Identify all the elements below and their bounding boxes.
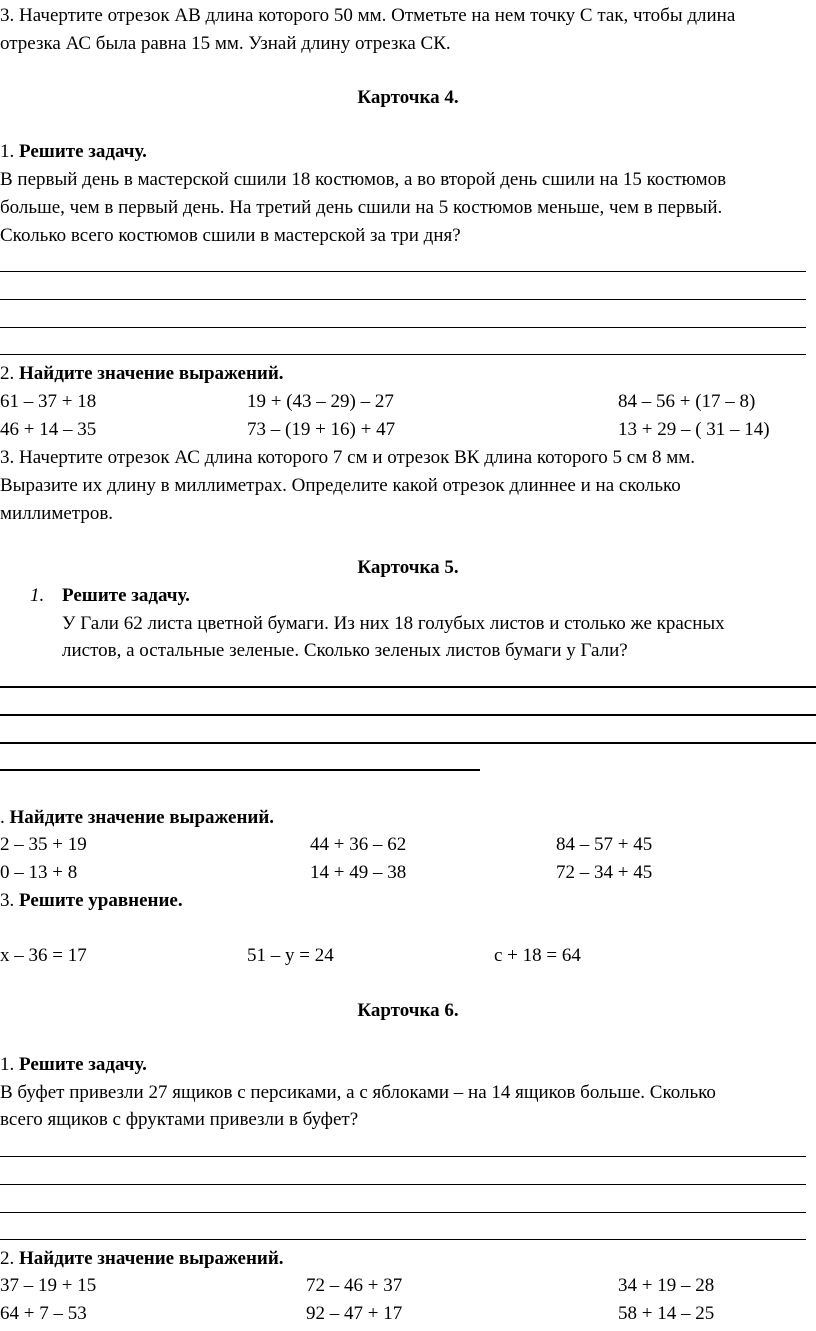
card6-task2-heading: Найдите значение выражений. xyxy=(19,1248,284,1269)
card5-task1-heading: Решите задачу. xyxy=(62,585,190,606)
expression: 73 – (19 + 16) + 47 xyxy=(247,419,396,440)
card4-task3-line-1: 3. Начертите отрезок АС длина которого 7 см и отрезок ВК длина которого 5 см 8 мм. xyxy=(0,447,696,468)
expression: 2 – 35 + 19 xyxy=(0,834,87,855)
answer-line xyxy=(0,1184,806,1185)
expression: 92 – 47 + 17 xyxy=(306,1303,403,1324)
intro-line-1: 3. Начертите отрезок АВ длина которого 50 мм. Отметьте на нем точку С так, чтобы длина xyxy=(0,5,736,26)
card4-task1-num: 1. xyxy=(0,141,19,162)
expression: 19 + (43 – 29) – 27 xyxy=(247,391,394,412)
card5-task1-num: 1. xyxy=(30,585,45,606)
card5-task2-num: . xyxy=(0,807,10,828)
card4-task2-num: 2. xyxy=(0,363,19,384)
expression: 13 + 29 – ( 31 – 14) xyxy=(618,419,770,440)
expression: 61 – 37 + 18 xyxy=(0,391,97,412)
card5-title: Карточка 5. xyxy=(357,557,459,578)
card4-task1-heading: Решите задачу. xyxy=(19,141,147,162)
card5-task1-line-2: листов, а остальные зеленые. Сколько зеленых листов бумаги у Гали? xyxy=(62,640,628,661)
card6-task1-num: 1. xyxy=(0,1054,19,1075)
equation: х – 36 = 17 xyxy=(0,945,87,966)
answer-line xyxy=(0,714,816,716)
card4-title: Карточка 4. xyxy=(357,87,459,108)
expression: 14 + 49 – 38 xyxy=(310,862,407,883)
card5-task2-header xyxy=(0,806,274,830)
card6-task2-header xyxy=(0,1247,284,1271)
card4-task1-line-1: В первый день в мастерской сшили 18 костюмов, а во второй день сшили на 15 костюмов xyxy=(0,169,727,190)
expression: 37 – 19 + 15 xyxy=(0,1275,97,1296)
card5-task2-heading: Найдите значение выражений. xyxy=(9,807,275,828)
equation: 51 – у = 24 xyxy=(247,945,334,966)
intro-line-2: отрезка АС была равна 15 мм. Узнай длину отрезка СК. xyxy=(0,33,451,54)
card5-task3-header xyxy=(0,889,183,913)
card5-task3-heading: Решите уравнение. xyxy=(19,890,183,911)
expression: 64 + 7 – 53 xyxy=(0,1303,87,1324)
card6-task1-heading: Решите задачу. xyxy=(19,1054,147,1075)
card6-task1-line-1: В буфет привезли 27 ящиков с персиками, а с яблоками – на 14 ящиков больше. Сколько xyxy=(0,1082,716,1103)
answer-line xyxy=(0,327,806,328)
card4-task1-line-3: Сколько всего костюмов сшили в мастерской за три дня? xyxy=(0,225,461,246)
expression: 34 + 19 – 28 xyxy=(618,1275,715,1296)
expression: 0 – 13 + 8 xyxy=(0,862,78,883)
card6-task2-num: 2. xyxy=(0,1248,19,1269)
card4-task2-heading: Найдите значение выражений. xyxy=(19,363,284,384)
answer-line xyxy=(0,742,816,744)
answer-line xyxy=(0,271,806,272)
card4-task3-line-2: Выразите их длину в миллиметрах. Определите какой отрезок длиннее и на сколько xyxy=(0,475,681,496)
answer-line xyxy=(0,769,480,771)
expression: 72 – 34 + 45 xyxy=(556,862,653,883)
answer-line xyxy=(0,1239,806,1240)
card6-task1-header xyxy=(0,1053,147,1077)
expression: 72 – 46 + 37 xyxy=(306,1275,403,1296)
card6-task1-line-2: всего ящиков с фруктами привезли в буфет? xyxy=(0,1109,359,1130)
answer-line xyxy=(0,299,806,300)
expression: 84 – 56 + (17 – 8) xyxy=(618,391,756,412)
answer-line xyxy=(0,686,816,688)
expression: 84 – 57 + 45 xyxy=(556,834,653,855)
card5-task3-num: 3. xyxy=(0,890,19,911)
answer-line xyxy=(0,1212,806,1213)
card4-task1-header xyxy=(0,140,147,164)
expression: 44 + 36 – 62 xyxy=(310,834,407,855)
card4-task2-header xyxy=(0,362,284,386)
card4-task1-line-2: больше, чем в первый день. На третий день сшили на 5 костюмов меньше, чем в первый. xyxy=(0,197,723,218)
card6-title: Карточка 6. xyxy=(357,1000,459,1021)
card4-task3-line-3: миллиметров. xyxy=(0,503,114,524)
expression: 58 + 14 – 25 xyxy=(618,1303,715,1324)
expression: 46 + 14 – 35 xyxy=(0,419,97,440)
equation: с + 18 = 64 xyxy=(494,945,581,966)
card5-task1-line-1: У Гали 62 листа цветной бумаги. Из них 18 голубых листов и столько же красных xyxy=(62,613,725,634)
answer-line xyxy=(0,1156,806,1157)
answer-line xyxy=(0,354,806,355)
